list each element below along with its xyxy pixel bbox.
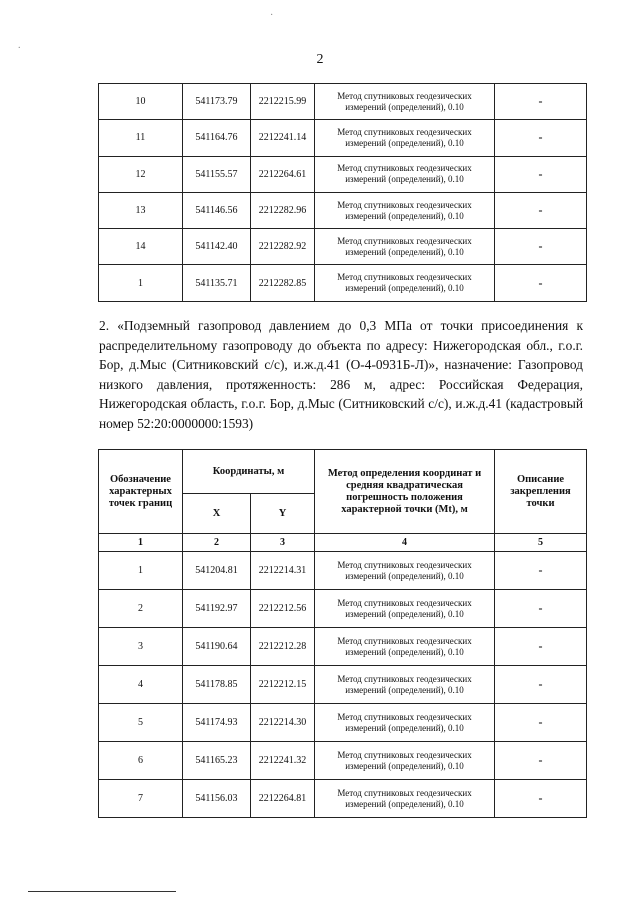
- point-id-cell: 13: [99, 192, 183, 228]
- x-coordinate-cell: 541164.76: [183, 120, 251, 156]
- header-method: Метод определения координат и средняя квадратическая погрешность положения характерной точки (Mt), м: [315, 450, 495, 534]
- method-cell: Метод спутниковых геодезических измерений (определений), 0.10: [315, 742, 495, 780]
- y-coordinate-cell: 2212241.32: [251, 742, 315, 780]
- point-id-cell: 10: [99, 84, 183, 120]
- y-coordinate-cell: 2212212.15: [251, 666, 315, 704]
- table-row: [99, 666, 587, 704]
- method-cell: Метод спутниковых геодезических измерений (определений), 0.10: [315, 84, 495, 120]
- method-cell: Метод спутниковых геодезических измерений (определений), 0.10: [315, 590, 495, 628]
- description-cell: -: [495, 229, 587, 265]
- table-row: [99, 229, 587, 265]
- description-cell: -: [495, 742, 587, 780]
- header-y: Y: [251, 494, 315, 534]
- x-coordinate-cell: 541135.71: [183, 265, 251, 301]
- description-cell: -: [495, 552, 587, 590]
- description-cell: -: [495, 156, 587, 192]
- table-row: [99, 120, 587, 156]
- x-coordinate-cell: 541192.97: [183, 590, 251, 628]
- object-description-paragraph: 2. «Подземный газопровод давлением до 0,3 МПа от точки присоединения к распределительному газопроводу до объекта по адресу: Нижегородская обл., г.о.г. Бор, д.Мыс (Ситниковский с/с), и.ж.д.41 (О-4-0931Б-Л)», назначение: Газопровод низкого давления, протяженность: 286 м, адрес: Российская Федерация, Нижегородская область, г.о.г. Бор, д.Мыс (Ситниковский с/с), и.ж.д.41 (кадастровый номер 52:20:0000000:1593): [99, 318, 583, 431]
- column-number: 5: [495, 534, 587, 552]
- x-coordinate-cell: 541142.40: [183, 229, 251, 265]
- coordinates-table-body: [99, 552, 587, 818]
- description-cell: -: [495, 628, 587, 666]
- point-id-cell: 7: [99, 780, 183, 818]
- y-coordinate-cell: 2212264.81: [251, 780, 315, 818]
- method-cell: Метод спутниковых геодезических измерений (определений), 0.10: [315, 156, 495, 192]
- scan-mark: ·: [270, 10, 274, 21]
- description-cell: -: [495, 590, 587, 628]
- point-id-cell: 5: [99, 704, 183, 742]
- point-id-cell: 4: [99, 666, 183, 704]
- y-coordinate-cell: 2212212.28: [251, 628, 315, 666]
- y-coordinate-cell: 2212282.92: [251, 229, 315, 265]
- header-x: X: [183, 494, 251, 534]
- y-coordinate-cell: 2212282.96: [251, 192, 315, 228]
- page-number: 2: [316, 52, 324, 67]
- method-cell: Метод спутниковых геодезических измерений (определений), 0.10: [315, 628, 495, 666]
- description-cell: -: [495, 780, 587, 818]
- table-row: [99, 192, 587, 228]
- x-coordinate-cell: 541190.64: [183, 628, 251, 666]
- column-number: 3: [251, 534, 315, 552]
- x-coordinate-cell: 541156.03: [183, 780, 251, 818]
- point-id-cell: 1: [99, 265, 183, 301]
- column-number: 2: [183, 534, 251, 552]
- column-number: 4: [315, 534, 495, 552]
- table-row: [99, 265, 587, 301]
- method-cell: Метод спутниковых геодезических измерений (определений), 0.10: [315, 229, 495, 265]
- table-row: [99, 84, 587, 120]
- method-cell: Метод спутниковых геодезических измерений (определений), 0.10: [315, 552, 495, 590]
- point-id-cell: 1: [99, 552, 183, 590]
- table-row: [99, 552, 587, 590]
- y-coordinate-cell: 2212214.31: [251, 552, 315, 590]
- description-cell: -: [495, 704, 587, 742]
- coordinates-table-body: [99, 84, 587, 302]
- x-coordinate-cell: 541174.93: [183, 704, 251, 742]
- x-coordinate-cell: 541146.56: [183, 192, 251, 228]
- point-id-cell: 11: [99, 120, 183, 156]
- column-number: 1: [99, 534, 183, 552]
- x-coordinate-cell: 541204.81: [183, 552, 251, 590]
- table-row: [99, 742, 587, 780]
- x-coordinate-cell: 541173.79: [183, 84, 251, 120]
- point-id-cell: 12: [99, 156, 183, 192]
- point-id-cell: 14: [99, 229, 183, 265]
- x-coordinate-cell: 541155.57: [183, 156, 251, 192]
- table-row: [99, 628, 587, 666]
- method-cell: Метод спутниковых геодезических измерений (определений), 0.10: [315, 265, 495, 301]
- method-cell: Метод спутниковых геодезических измерений (определений), 0.10: [315, 704, 495, 742]
- description-cell: -: [495, 265, 587, 301]
- scan-mark: .: [18, 40, 21, 51]
- coordinates-table-continued: [98, 83, 587, 302]
- y-coordinate-cell: 2212241.14: [251, 120, 315, 156]
- header-point: Обозначение характерных точек границ: [99, 450, 183, 534]
- x-coordinate-cell: 541165.23: [183, 742, 251, 780]
- description-cell: -: [495, 192, 587, 228]
- method-cell: Метод спутниковых геодезических измерений (определений), 0.10: [315, 192, 495, 228]
- table-row: [99, 704, 587, 742]
- description-cell: -: [495, 120, 587, 156]
- point-id-cell: 6: [99, 742, 183, 780]
- footer-rule: [28, 891, 176, 892]
- description-cell: -: [495, 666, 587, 704]
- y-coordinate-cell: 2212212.56: [251, 590, 315, 628]
- y-coordinate-cell: 2212264.61: [251, 156, 315, 192]
- method-cell: Метод спутниковых геодезических измерений (определений), 0.10: [315, 780, 495, 818]
- coordinates-table: [98, 449, 587, 818]
- y-coordinate-cell: 2212214.30: [251, 704, 315, 742]
- point-id-cell: 2: [99, 590, 183, 628]
- header-coordinates: Координаты, м: [183, 450, 315, 494]
- method-cell: Метод спутниковых геодезических измерений (определений), 0.10: [315, 120, 495, 156]
- x-coordinate-cell: 541178.85: [183, 666, 251, 704]
- y-coordinate-cell: 2212215.99: [251, 84, 315, 120]
- table-row: [99, 590, 587, 628]
- description-cell: -: [495, 84, 587, 120]
- method-cell: Метод спутниковых геодезических измерений (определений), 0.10: [315, 666, 495, 704]
- header-description: Описание закрепления точки: [495, 450, 587, 534]
- y-coordinate-cell: 2212282.85: [251, 265, 315, 301]
- table-row: [99, 780, 587, 818]
- table-row: [99, 156, 587, 192]
- point-id-cell: 3: [99, 628, 183, 666]
